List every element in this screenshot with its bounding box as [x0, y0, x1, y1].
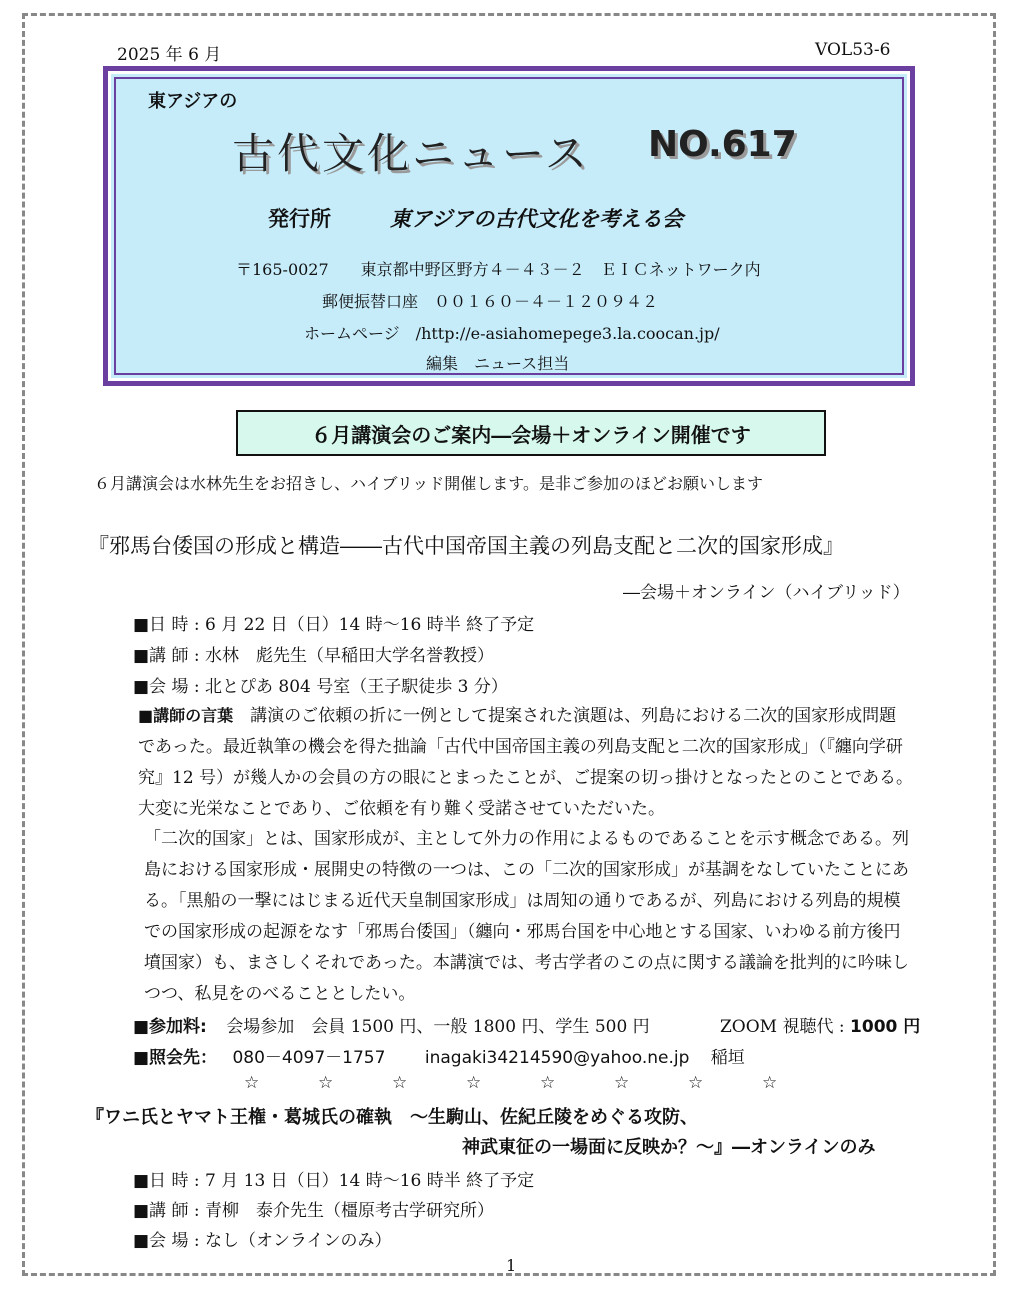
fee-text: 会場参加 会員 1500 円、一般 1800 円、学生 500 円 — [226, 1017, 650, 1037]
page-number: 1 — [506, 1256, 517, 1275]
speaker-words-paragraph-2 — [144, 824, 909, 1010]
publisher-address: 〒165-0027 東京都中野区野方４－４３－２ ＥＩＣネットワーク内 — [236, 260, 761, 279]
zoom-fee-row — [720, 1012, 920, 1037]
contact-name: 稲垣 — [710, 1048, 745, 1068]
fee-row — [133, 1012, 650, 1037]
star-icon: ☆ — [466, 1073, 482, 1093]
masthead — [103, 66, 915, 386]
speaker-words-line: での国家形成の起源をなす「邪馬台倭国」（纏向・邪馬台国を中心地とする国家、いわゆる前方後円 — [144, 922, 901, 942]
speaker-words-line: 講演のご依頼の折に一例として提案された演題は、列島における二次的国家形成問題 — [250, 706, 897, 726]
speaker-words-line: 究』12 号）が幾人かの会員の方の眼にとまったことが、ご提案の切っ掛けとなったとのことである。 — [138, 768, 914, 788]
lecture2-date: ■日 時 : 7 月 13 日（日）14 時～16 時半 終了予定 — [133, 1171, 535, 1191]
star-divider — [244, 1073, 777, 1093]
masthead-title: 古代文化ニュース — [232, 129, 590, 178]
lecture1-title: 『邪馬台倭国の形成と構造――古代中国帝国主義の列島支配と二次的国家形成』 — [88, 534, 844, 558]
speaker-words — [138, 700, 913, 825]
speaker-words-line: つつ、私見をのべることとしたい。 — [144, 984, 416, 1004]
zoom-fee-value: 1000 円 — [850, 1017, 921, 1037]
speaker-words-line: 「二次的国家」とは、国家形成が、主として外力の作用によるものであることを示す概念である。列 — [144, 829, 909, 849]
lecture1-venue: ■会 場 : 北とぴあ 804 号室（王子駅徒歩 3 分） — [133, 677, 508, 697]
speaker-words-label: ■講師の言葉 — [138, 706, 234, 725]
star-icon: ☆ — [614, 1073, 630, 1093]
postal-transfer: 郵便振替口座 ００１６０－４－１２０９４２ — [322, 292, 659, 311]
lecture1-date: ■日 時 : 6 月 22 日（日）14 時～16 時半 終了予定 — [133, 615, 535, 635]
masthead-kicker: 東アジアの — [148, 91, 238, 112]
fee-label: ■参加料: — [133, 1017, 207, 1037]
contact-label: ■照会先： — [133, 1048, 218, 1068]
star-icon: ☆ — [392, 1073, 408, 1093]
homepage-link[interactable]: ホームページ /http://e-asiahomepege3.la.coocan.jp/ — [304, 324, 720, 343]
contact-email[interactable]: inagaki34214590@yahoo.ne.jp — [424, 1048, 690, 1068]
speaker-words-line: 大変に光栄なことであり、ご依頼を有り難く受諾させていただいた。 — [138, 799, 665, 819]
star-icon: ☆ — [244, 1073, 260, 1093]
speaker-words-line: 墳国家）も、まさしくそれであった。本講演では、考古学者のこの点に関する議論を批判的に吟味し — [144, 953, 909, 973]
issue-number: NO.617 — [648, 124, 797, 165]
lecture2-title-line1: 『ワニ氏とヤマト王権・葛城氏の確執 ～生駒山、佐紀丘陵をめぐる攻防、 — [86, 1107, 698, 1128]
star-icon: ☆ — [318, 1073, 334, 1093]
lecture2-venue: ■会 場 : なし（オンラインのみ） — [133, 1231, 392, 1251]
lecture2-title-line2: 神武東征の一場面に反映か？～』―オンラインのみ — [462, 1137, 876, 1158]
speaker-words-line: る。「黒船の一撃にはじまる近代天皇制国家形成」は周知の通りであるが、列島における列島的規模 — [144, 891, 901, 911]
lecture1-speaker: ■講 師 : 水林 彪先生（早稲田大学名誉教授） — [133, 646, 495, 666]
lecture2-speaker: ■講 師 : 青柳 泰介先生（橿原考古学研究所） — [133, 1201, 495, 1221]
star-icon: ☆ — [688, 1073, 704, 1093]
editor-credit: 編集 ニュース担当 — [426, 354, 570, 373]
star-icon: ☆ — [762, 1073, 778, 1093]
intro-text: ６月講演会は水林先生をお招きし、ハイブリッド開催します。是非ご参加のほどお願いします — [94, 474, 763, 493]
issue-date: 2025 年 6 月 — [117, 45, 222, 65]
star-icon: ☆ — [540, 1073, 556, 1093]
speaker-words-line: であった。最近執筆の機会を得た拙論「古代中国帝国主義の列島支配と二次的国家形成」（『纏向学研 — [138, 737, 903, 757]
speaker-words-line: 島における国家形成・展開史の特徴の一つは、この「二次的国家形成」が基調をなしていたことにあ — [144, 860, 909, 880]
publisher-label: 発行所 — [268, 207, 331, 231]
lecture1-subtitle: ―会場＋オンライン（ハイブリッド） — [623, 583, 910, 603]
contact-row — [133, 1043, 745, 1068]
contact-phone: 080－4097－1757 — [232, 1048, 386, 1068]
announcement-banner: ６月講演会のご案内―会場＋オンライン開催です — [236, 410, 826, 456]
zoom-fee-label: ZOOM 視聴代 : — [720, 1017, 845, 1037]
publisher-name: 東アジアの古代文化を考える会 — [390, 207, 684, 231]
volume-number: VOL53-6 — [815, 40, 891, 60]
